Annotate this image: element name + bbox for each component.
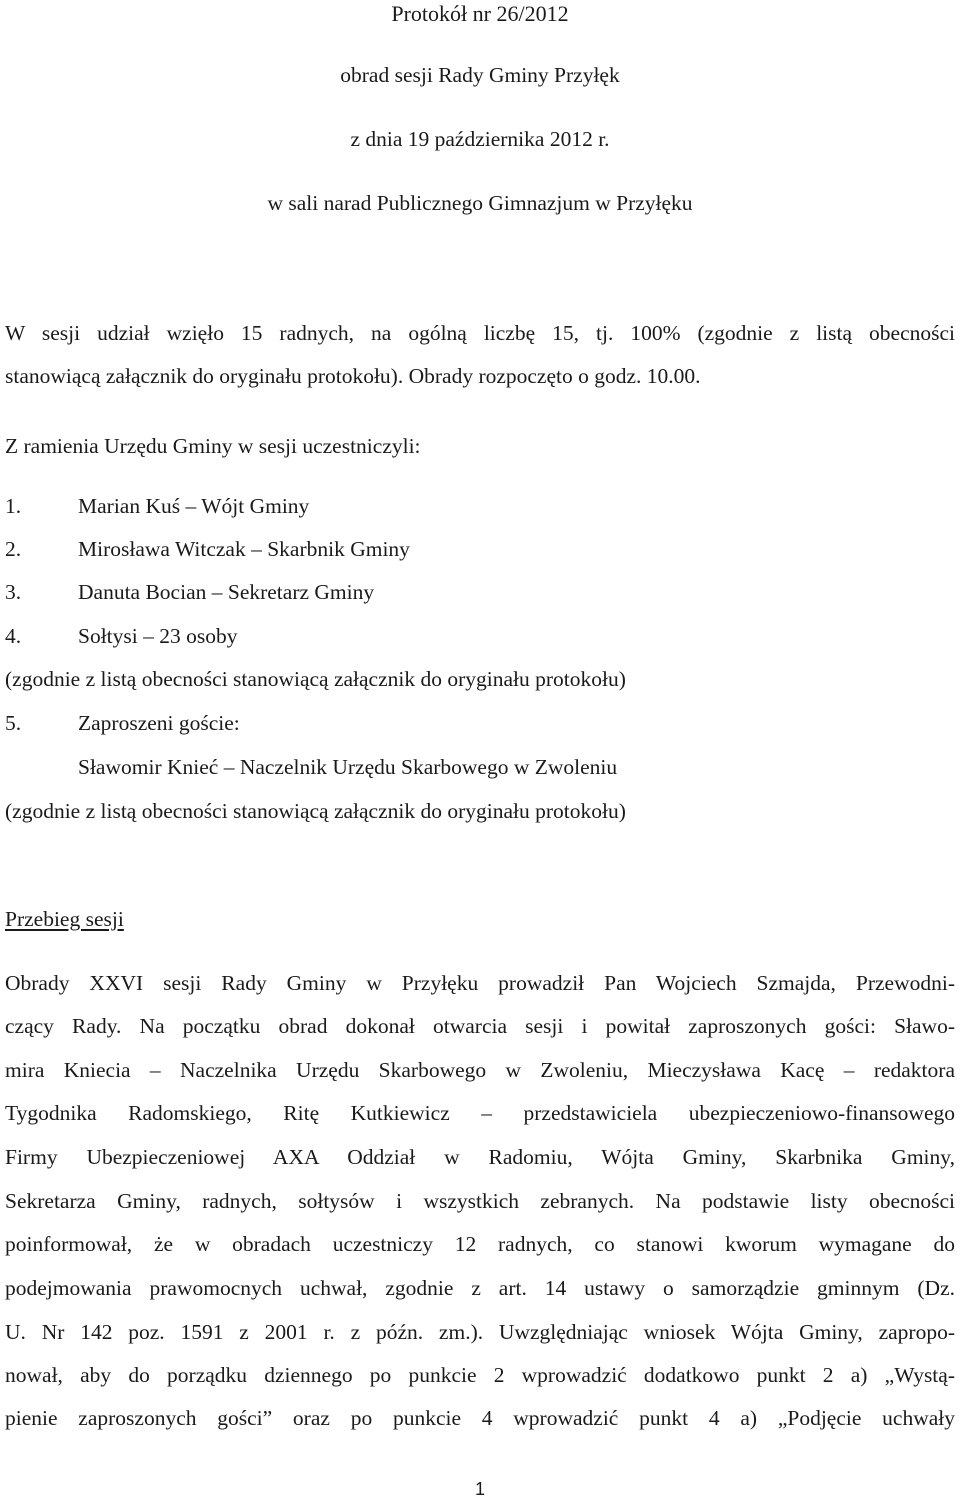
paragraph-line: U. Nr 142 poz. 1591 z 2001 r. z późn. zm.). Uwzględniając wniosek Wójta Gminy, zapropo-: [5, 1320, 955, 1344]
list-item-text: Mirosława Witczak – Skarbnik Gminy: [78, 537, 410, 561]
paragraph-line: mira Kniecia – Naczelnika Urzędu Skarbowego w Zwoleniu, Mieczysława Kacę – redaktora: [5, 1058, 955, 1082]
paragraph-line: poinformował, że w obradach uczestniczy 12 radnych, co stanowi kworum wymagane do: [5, 1232, 955, 1256]
list-item-text: Marian Kuś – Wójt Gminy: [78, 494, 310, 518]
attendees-heading: Z ramienia Urzędu Gminy w sesji uczestniczyli:: [5, 434, 421, 458]
paragraph-line: Sekretarza Gminy, radnych, sołtysów i wszystkich zebranych. Na podstawie listy obecności: [5, 1189, 955, 1213]
paragraph-line: czący Rady. Na początku obrad dokonał otwarcia sesji i powitał zaproszonych gości: Sławo-: [5, 1014, 955, 1038]
paragraph-line: Obrady XXVI sesji Rady Gminy w Przyłęku prowadził Pan Wojciech Szmajda, Przewodni-: [5, 971, 955, 995]
section-heading: Przebieg sesji: [5, 907, 124, 931]
attendance-note: (zgodnie z listą obecności stanowiącą załącznik do oryginału protokołu): [5, 799, 626, 823]
list-item-text: Sołtysi – 23 osoby: [78, 624, 238, 648]
session-line: obrad sesji Rady Gminy Przyłęk: [340, 63, 620, 87]
list-item-number: 2.: [5, 537, 22, 561]
date-line: z dnia 19 października 2012 r.: [350, 127, 610, 151]
list-item-text: Danuta Bocian – Sekretarz Gminy: [78, 580, 375, 604]
intro-line-2: stanowiącą załącznik do oryginału protokołu). Obrady rozpoczęto o godz. 10.00.: [5, 364, 701, 388]
page-number: 1: [474, 1479, 485, 1499]
paragraph-line: Firmy Ubezpieczeniowej AXA Oddział w Radomiu, Wójta Gminy, Skarbnika Gminy,: [5, 1145, 955, 1169]
paragraph-line: podejmowania prawomocnych uchwał, zgodnie z art. 14 ustawy o samorządzie gminnym (Dz.: [5, 1276, 955, 1300]
list-item-number: 3.: [5, 580, 22, 604]
guests-label: Zaproszeni goście:: [78, 711, 240, 735]
document-title: Protokół nr 26/2012: [391, 1, 569, 26]
guest-name: Sławomir Knieć – Naczelnik Urzędu Skarbowego w Zwoleniu: [78, 755, 618, 779]
paragraph-line: Tygodnika Radomskiego, Ritę Kutkiewicz – przedstawiciela ubezpieczeniowo-finansowego: [5, 1101, 955, 1125]
attendance-note: (zgodnie z listą obecności stanowiącą załącznik do oryginału protokołu): [5, 667, 626, 691]
list-item-number: 4.: [5, 624, 22, 648]
paragraph-line: pienie zaproszonych gości” oraz po punkcie 4 wprowadzić punkt 4 a) „Podjęcie uchwały: [5, 1406, 955, 1430]
intro-line-1: W sesji udział wzięło 15 radnych, na ogólną liczbę 15, tj. 100% (zgodnie z listą obecności: [5, 321, 955, 345]
venue-line: w sali narad Publicznego Gimnazjum w Przyłęku: [267, 191, 693, 215]
list-item-number: 5.: [5, 711, 22, 735]
paragraph-line: nował, aby do porządku dziennego po punkcie 2 wprowadzić dodatkowo punkt 2 a) „Wystą-: [5, 1363, 955, 1387]
list-item-number: 1.: [5, 494, 22, 518]
